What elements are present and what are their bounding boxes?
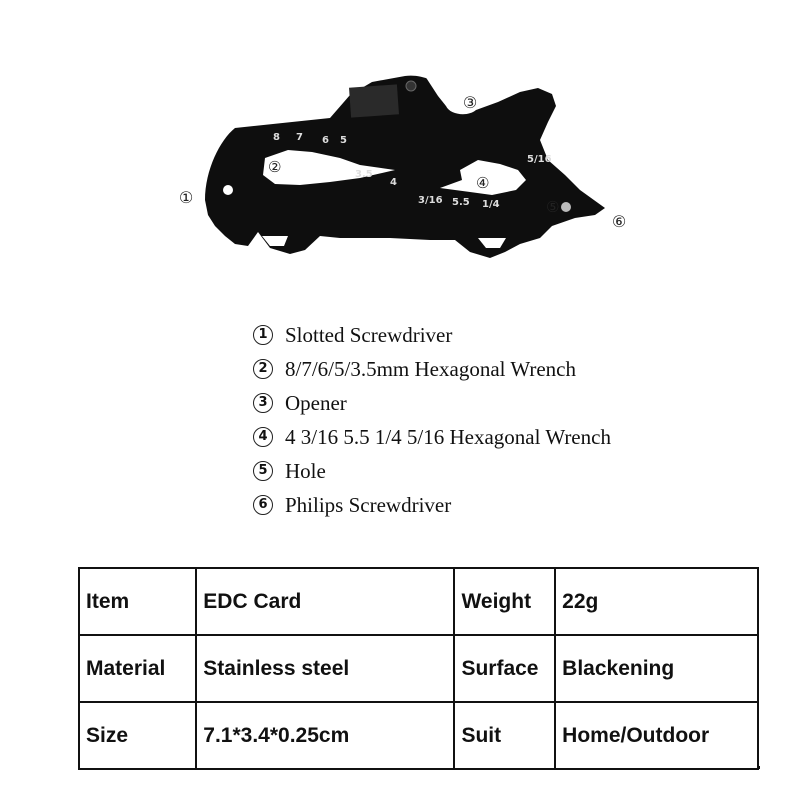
spec-value: Home/Outdoor — [555, 702, 758, 769]
feature-number: 4 — [253, 427, 273, 447]
spec-table — [78, 567, 759, 770]
callout-4-on-tool: ④ — [476, 174, 490, 192]
table-row — [79, 702, 758, 769]
product-image — [0, 0, 800, 300]
label-6: 6 — [322, 135, 329, 146]
spec-key: Weight — [454, 568, 555, 635]
spec-value: Stainless steel — [196, 635, 454, 702]
spec-value: EDC Card — [196, 568, 454, 635]
spec-value: 7.1*3.4*0.25cm — [196, 702, 454, 769]
feature-number: 1 — [253, 325, 273, 345]
callout-2-on-tool: ② — [268, 158, 282, 176]
feature-label: 4 3/16 5.5 1/4 5/16 Hexagonal Wrench — [285, 424, 611, 449]
feature-number: 2 — [253, 359, 273, 379]
spec-key: Size — [79, 702, 196, 769]
feature-number: 5 — [253, 461, 273, 481]
spec-key: Material — [79, 635, 196, 702]
callout-1: ① — [178, 188, 194, 207]
feature-label: Philips Screwdriver — [285, 492, 452, 517]
spec-key: Item — [79, 568, 196, 635]
feature-label: 8/7/6/5/3.5mm Hexagonal Wrench — [285, 356, 576, 381]
feature-label: Opener — [285, 390, 347, 415]
label-1-4: 1/4 — [482, 199, 500, 210]
hole-top — [406, 81, 416, 91]
hole-left — [223, 185, 233, 195]
label-3-16: 3/16 — [418, 195, 443, 206]
feature-item — [253, 488, 611, 522]
feature-item — [253, 420, 611, 454]
engraved-plate — [349, 84, 399, 117]
spec-key: Suit — [454, 702, 555, 769]
table-row — [79, 568, 758, 635]
feature-label: Hole — [285, 458, 326, 483]
feature-number: 3 — [253, 393, 273, 413]
label-5-16: 5/16 — [527, 154, 552, 165]
edc-card-tool — [0, 0, 800, 300]
feature-list — [253, 318, 611, 522]
spec-value: Blackening — [555, 635, 758, 702]
table-row — [79, 635, 758, 702]
label-4: 4 — [390, 177, 397, 188]
corner-mark — [757, 766, 760, 769]
callout-5-on-tool: ⑤ — [546, 198, 560, 216]
feature-item — [253, 318, 611, 352]
feature-label: Slotted Screwdriver — [285, 322, 453, 347]
callout-3: ③ — [462, 93, 478, 112]
feature-item — [253, 454, 611, 488]
label-7: 7 — [296, 132, 303, 143]
feature-item — [253, 352, 611, 386]
hole-5 — [561, 202, 571, 212]
feature-item — [253, 386, 611, 420]
label-8: 8 — [273, 132, 280, 143]
label-3-5: 3.5 — [355, 169, 373, 180]
spec-key: Surface — [454, 635, 555, 702]
label-5: 5 — [340, 135, 347, 146]
spec-value: 22g — [555, 568, 758, 635]
callout-6: ⑥ — [611, 212, 627, 231]
label-5-5: 5.5 — [452, 197, 470, 208]
feature-number: 6 — [253, 495, 273, 515]
